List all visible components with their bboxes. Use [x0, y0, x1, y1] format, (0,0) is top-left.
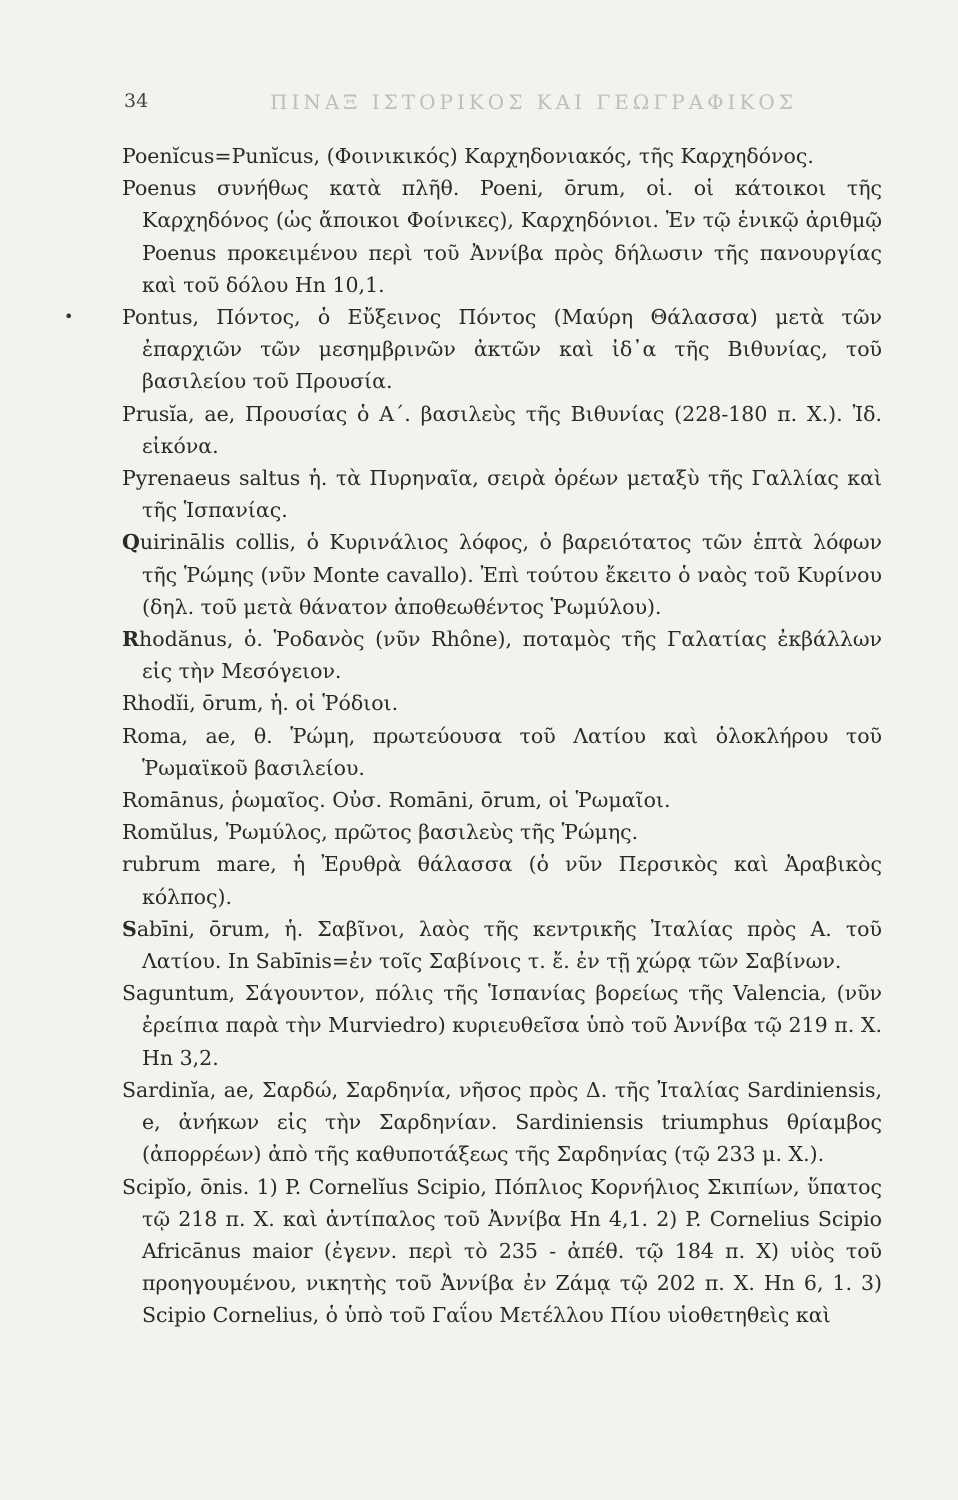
page-number: 34	[124, 90, 149, 112]
running-head: ΠΙΝΑΞ ΙΣΤΟΡΙΚΟΣ ΚΑΙ ΓΕΩΓΡΑΦΙΚΟΣ	[270, 90, 797, 114]
entry-prusia: Prusĭa, ae, Προυσίας ὁ Α΄. βασιλεὺς τῆς Βιθυνίας (228-180 π. Χ.). Ἰδ. εἰκόνα.	[122, 401, 882, 458]
entry-romanus: Romānus, ῥωμαῖος. Οὐσ. Romāni, ōrum, οἱ Ῥωμαῖοι.	[122, 788, 671, 813]
entry-rhodanus: Rhodănus, ὁ. Ῥοδανὸς (νῦν Rhône), ποταμὸς τῆς Γαλατίας ἐκβάλλων εἰς τὴν Μεσόγειον.	[122, 627, 882, 684]
entry-sardinia: Sardinĭa, ae, Σαρδώ, Σαρδηνία, νῆσος πρὸς Δ. τῆς Ἰταλίας Sardiniensis, e, ἀνήκων εἰς τὴν Σαρδηνίαν. Sardiniensis triumphus θρίαμβος (ἀπορρέων) ἀπὸ τῆς καθυποτάξεως τῆς Σαρδηνίας (τῷ 233 μ. Χ.).	[122, 1077, 882, 1167]
entry-sabini: Sabīni, ōrum, ἡ. Σαβῖνοι, λαὸς τῆς κεντρικῆς Ἰταλίας πρὸς Α. τοῦ Λατίου. In Sabīnis=ἐν τοῖς Σαβίνοις τ. ἔ. ἐν τῇ χώρᾳ τῶν Σαβίνων.	[122, 916, 882, 974]
entry-pontus: • Pontus, Πόντος, ὁ Εὔξεινος Πόντος (Μαύρη Θάλασσα) μετὰ τῶν ἐπαρχιῶν τῶν μεσημβρινῶν ἀκτῶν καὶ ἰδ᾽α τῆς Βιθυνίας, τοῦ βασιλείου τοῦ Προυσία.	[64, 305, 882, 394]
entry-quirinalis: Quirinālis collis, ὁ Κυρινάλιος λόφος, ὁ βαρειότατος τῶν ἑπτὰ λόφων τῆς Ῥώμης (νῦν Monte cavallo). Ἐπὶ τούτου ἔκειτο ὁ ναὸς τοῦ Κυρίνου (δηλ. τοῦ μετὰ θάνατον ἀποθεωθέντος Ῥωμύλου).	[122, 530, 882, 619]
entry-poenus: Poenus συνήθως κατὰ πλῆθ. Poeni, ōrum, οἱ. οἱ κάτοικοι τῆς Καρχηδόνος (ὡς ἄποικοι Φοίνικες), Καρχηδόνιοι. Ἐν τῷ ἑνικῷ ἀριθμῷ Poenus προκειμένου περὶ τοῦ Ἀννίβα πρὸς δήλωσιν τῆς πανουργίας καὶ τοῦ δόλου Hn 10,1.	[122, 176, 882, 297]
entry-pyrenaeus: Pyrenaeus saltus ἡ. τὰ Πυρηναῖα, σειρὰ ὀρέων μεταξὺ τῆς Γαλλίας καὶ τῆς Ἱσπανίας.	[122, 466, 882, 523]
entry-rhodii: Rhodĭi, ōrum, ἡ. οἱ Ῥόδιοι.	[122, 691, 399, 716]
entry-poenicus: Poenĭcus=Punĭcus, (Φοινικικός) Καρχηδονιακός, τῆς Καρχηδόνος.	[122, 144, 814, 168]
entry-roma: Roma, ae, θ. Ῥώμη, πρωτεύουσα τοῦ Λατίου καὶ ὁλοκλήρου τοῦ Ῥωμαϊκοῦ βασιλείου.	[122, 723, 882, 780]
entry-scipio: Scipĭo, ōnis. 1) P. Cornelĭus Scipio, Πόπλιος Κορνήλιος Σκιπίων, ὕπατος τῷ 218 π. Χ. καὶ ἀντίπαλος τοῦ Ἀννίβα Hn 4,1. 2) P. Cornelius Scipio Africānus maior (ἐγενν. περὶ τὸ 235 - ἀπέθ. τῷ 184 π. Χ) υἱὸς τοῦ προηγουμένου, νικητὴς τοῦ Ἀννίβα ἐν Ζάμᾳ τῷ 202 π. Χ. Hn 6, 1. 3) Scipio Cornelius, ὁ ὑπὸ τοῦ Γαΐου Μετέλλου Πίου υἱοθετηθεὶς καὶ	[122, 1174, 882, 1328]
entry-saguntum: Saguntum, Σάγουντον, πόλις τῆς Ἱσπανίας βορείως τῆς Valencia, (νῦν ἐρείπια παρὰ τὴν Murviedro) κυριευθεῖσα ὑπὸ τοῦ Ἀννίβα τῷ 219 π. Χ. Hn 3,2.	[122, 981, 882, 1070]
entry-romulus: Romŭlus, Ῥωμύλος, πρῶτος βασιλεὺς τῆς Ῥώμης.	[122, 820, 639, 845]
entry-rubrum-mare: rubrum mare, ἡ Ἐρυθρὰ θάλασσα (ὁ νῦν Περσικὸς καὶ Ἀραβικὸς κόλπος).	[122, 852, 882, 909]
entry-list	[64, 140, 882, 1332]
page-header	[124, 88, 864, 120]
